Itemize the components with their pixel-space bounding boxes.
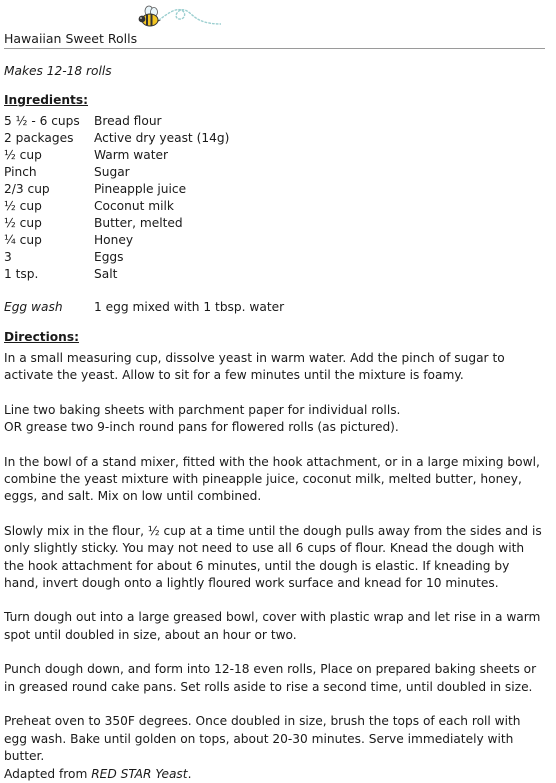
ingredient-row — [4, 215, 545, 232]
ingredient-row — [4, 198, 545, 215]
recipe-credit — [4, 766, 191, 783]
ingredient-quantity: ½ cup — [4, 199, 42, 213]
directions-list — [4, 350, 545, 782]
ingredient-name: Salt — [94, 267, 118, 281]
recipe-header — [4, 0, 545, 52]
recipe-title: Hawaiian Sweet Rolls — [4, 31, 138, 46]
ingredient-row — [4, 130, 545, 147]
ingredients-heading: Ingredients: — [4, 93, 89, 107]
ingredient-row — [4, 147, 545, 164]
direction-step: Line two baking sheets with parchment paper for individual rolls. OR grease two 9-inch round pans for flowered rolls (as pictured). — [4, 402, 401, 435]
ingredient-name: Warm water — [94, 148, 169, 162]
egg-wash-label: Egg wash — [4, 300, 63, 314]
ingredient-row — [4, 266, 545, 283]
direction-step: In a small measuring cup, dissolve yeast in warm water. Add the pinch of sugar to activate the yeast. Allow to sit for a few minutes until the mixture is foamy. — [4, 351, 505, 383]
ingredient-quantity: 3 — [4, 250, 12, 264]
ingredient-row — [4, 232, 545, 249]
ingredient-row — [4, 113, 545, 130]
ingredient-name: Eggs — [94, 250, 124, 264]
ingredient-name: Coconut milk — [94, 199, 174, 213]
ingredient-row — [4, 181, 545, 198]
ingredient-quantity: Pinch — [4, 165, 37, 179]
recipe-page — [4, 0, 545, 781]
egg-wash-text: 1 egg mixed with 1 tbsp. water — [94, 300, 285, 314]
ingredient-quantity: ½ cup — [4, 216, 42, 230]
ingredient-name: Butter, melted — [94, 216, 183, 230]
ingredient-row — [4, 249, 545, 266]
ingredient-name: Honey — [94, 233, 134, 247]
credit-prefix: Adapted from — [4, 767, 92, 781]
ingredient-name: Bread flour — [94, 114, 162, 128]
directions-heading: Directions: — [4, 330, 79, 344]
direction-step: Preheat oven to 350F degrees. Once doubled in size, brush the tops of each roll with egg wash. Bake until golden on tops, about 20-30 minutes. Serve immediately with butter. — [4, 714, 521, 763]
ingredient-quantity: 2 packages — [4, 131, 74, 145]
ingredient-quantity: 5 ½ - 6 cups — [4, 114, 80, 128]
header-divider — [4, 48, 545, 49]
credit-source: RED STAR Yeast — [91, 767, 188, 781]
ingredient-name: Pineapple juice — [94, 182, 187, 196]
ingredient-name: Sugar — [94, 165, 130, 179]
egg-wash-row — [4, 299, 284, 316]
direction-step: Turn dough out into a large greased bowl, cover with plastic wrap and let rise in a warm spot until doubled in size, about an hour or two. — [4, 610, 541, 642]
ingredient-quantity: 2/3 cup — [4, 182, 50, 196]
direction-step: In the bowl of a stand mixer, fitted with the hook attachment, or in a large mixing bowl, combine the yeast mixture with pineapple juice, coconut milk, melted butter, honey, eggs, and salt. Mix on low until combined. — [4, 454, 540, 504]
ingredient-quantity: 1 tsp. — [4, 267, 39, 281]
ingredient-quantity: ¼ cup — [4, 233, 42, 247]
credit-suffix: . — [187, 767, 192, 781]
ingredients-list — [4, 113, 545, 283]
direction-step: Slowly mix in the flour, ½ cup at a time until the dough pulls away from the sides and is only slightly sticky. You may not need to use all 6 cups of flour. Knead the dough with the hook attachment for about 6 minutes, until the dough is elastic. If kneading by hand, invert dough onto a lightly floured work surface and knead for 10 minutes. — [4, 523, 542, 591]
bee-icon — [137, 4, 221, 30]
recipe-yield: Makes 12-18 rolls — [4, 64, 112, 78]
ingredient-row — [4, 164, 545, 181]
ingredient-name: Active dry yeast (14g) — [94, 131, 230, 145]
ingredient-quantity: ½ cup — [4, 148, 42, 162]
direction-step: Punch dough down, and form into 12-18 even rolls, Place on prepared baking sheets or in greased round cake pans. Set rolls aside to rise a second time, until doubled in size. — [4, 662, 537, 694]
